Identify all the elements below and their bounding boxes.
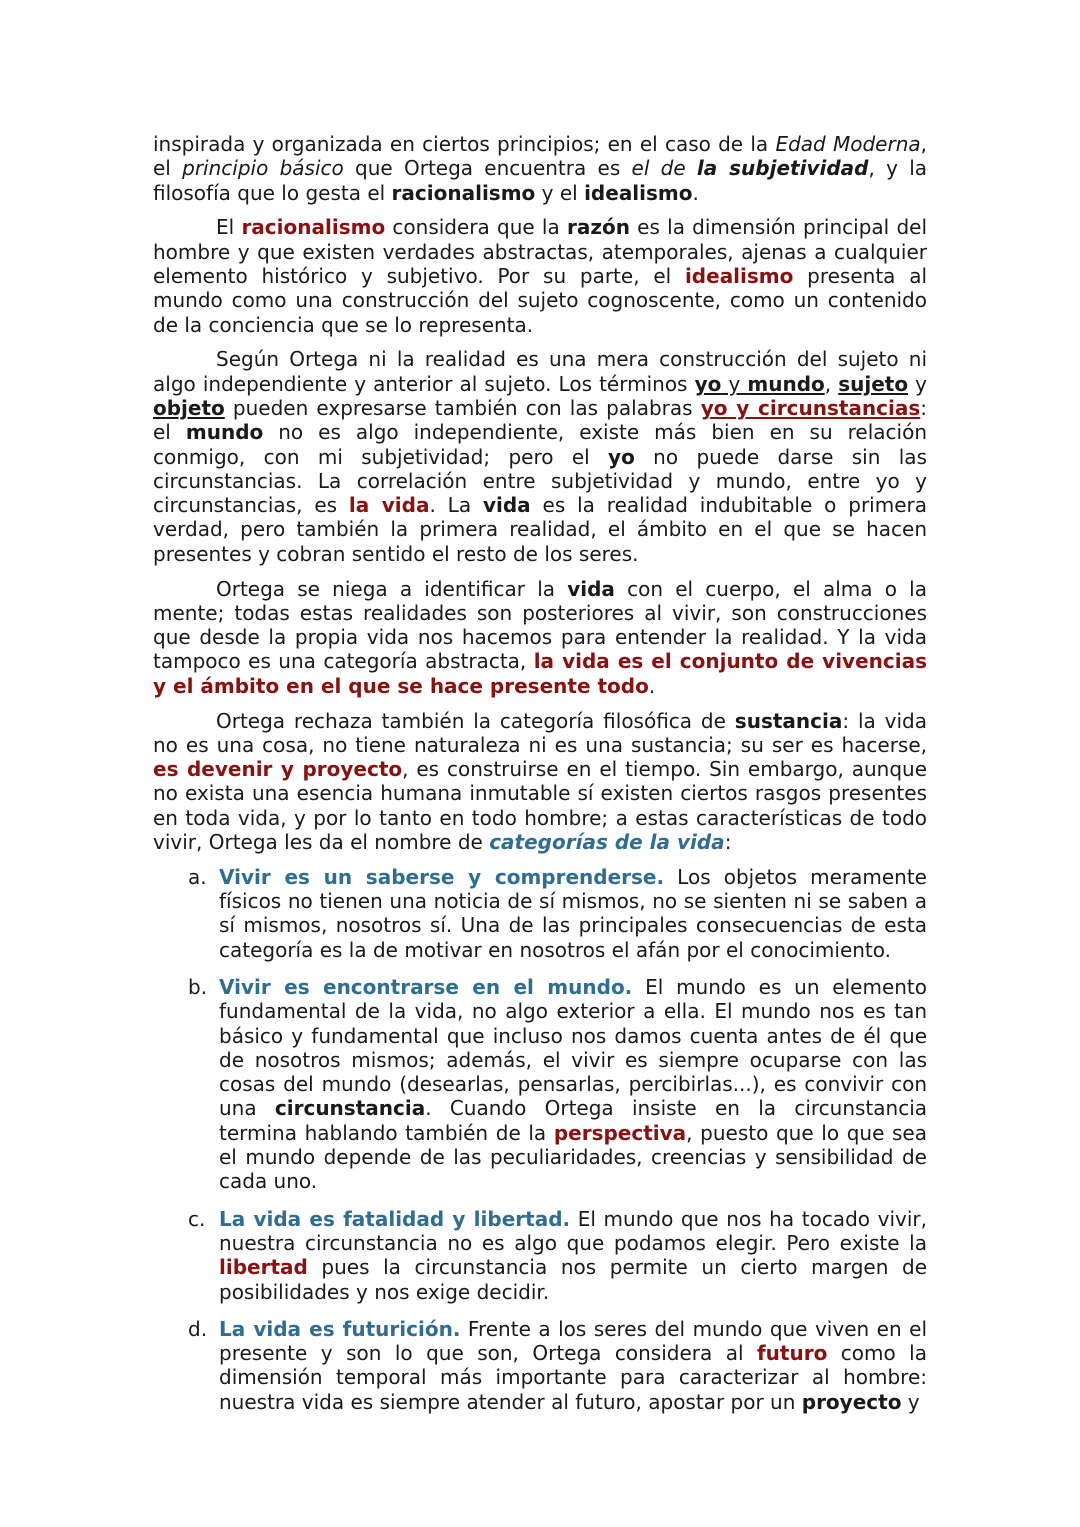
text: . (692, 180, 699, 205)
term-subjetividad: la subjetividad (696, 156, 869, 181)
definition-vida: la vida es el conjunto de vivencias y el ámbito en el que se hace presente todo (153, 649, 928, 698)
text: no es algo independiente, existe más bien en su relación conmigo, con mi subjetividad; pero el (153, 420, 928, 469)
term-idealismo: idealismo (584, 180, 693, 205)
term-mundo: mundo (747, 371, 825, 396)
paragraph-sustancia (153, 709, 927, 855)
text: , y la filosofía que lo gesta el (153, 156, 928, 205)
term-yo-bold: yo (608, 444, 635, 469)
term-sustancia: sustancia (734, 708, 843, 733)
text: El mundo que nos ha tocado vivir, nuestra circunstancia no es algo que podamos elegir. Pero existe la (219, 1206, 927, 1255)
list-item (153, 1207, 927, 1304)
text-italic: el de (631, 156, 697, 181)
category-title: Vivir es encontrarse en el mundo. (219, 975, 633, 999)
text: Los objetos meramente físicos no tienen una noticia de sí mismos, no se sienten ni se saben a sí mismos, nosotros sí. Una de las principales consecuencias de esta categoría es la de motivar en nosotros el afán por el conocimiento. (219, 864, 927, 962)
term-categorias-vida: categorías de la vida (489, 830, 725, 855)
paragraph-racionalismo (153, 215, 927, 336)
term-objeto: objeto (153, 395, 225, 420)
term-vida: vida (567, 576, 615, 601)
text: y el (535, 180, 585, 205)
term-perspectiva: perspectiva (553, 1120, 687, 1145)
text: El (216, 215, 242, 240)
text: y (908, 371, 928, 396)
text: , es construirse en el tiempo. Sin embargo, aunque no exista una esencia humana inmutable sí existen ciertos rasgos presentes en toda vida, y por lo tanto en todo hombre; a estas características de todo vivir, Ortega les da el nombre de (153, 757, 927, 855)
category-title: Vivir es un saberse y comprenderse. (219, 864, 665, 889)
text: Frente a los seres del mundo que viven en el presente y son lo que son, Ortega considera al (219, 1316, 927, 1366)
term-proyecto: proyecto (801, 1389, 902, 1414)
text: presenta al mundo como una construcción del sujeto cognoscente, como un contenido de la conciencia que se lo representa. (153, 263, 928, 337)
text: . La (429, 493, 483, 518)
text: Ortega rechaza también la categoría filosófica de (216, 708, 735, 733)
term-racionalismo: racionalismo (391, 180, 536, 205)
text: pues la circunstancia nos permite un cierto margen de posibilidades y nos exige decidir. (219, 1255, 927, 1304)
term-edad-moderna: Edad Moderna (775, 132, 921, 156)
term-razon: razón (566, 215, 630, 240)
term-la-vida: la vida (348, 493, 430, 518)
list-marker: d. (188, 1316, 208, 1341)
text: : la vida no es una cosa, no tiene naturaleza ni es una sustancia; su ser es hacerse, (153, 708, 927, 757)
category-title: La vida es fatalidad y libertad. (219, 1206, 571, 1231)
text: : (724, 830, 732, 855)
term-yo: yo (694, 371, 722, 396)
list-marker: b. (188, 975, 208, 999)
term-vida: vida (482, 493, 531, 518)
term-idealismo: idealismo (684, 263, 794, 288)
paragraph-yo-circunstancia (153, 347, 927, 566)
text: que Ortega encuentra es (343, 156, 632, 181)
term-libertad: libertad (219, 1255, 308, 1280)
term-sujeto: sujeto (838, 371, 909, 396)
text: , puesto que lo que sea el mundo depende de las peculiaridades, creencias y sensibilidad de cada uno. (219, 1120, 927, 1194)
document-page (153, 132, 927, 1427)
text: y (727, 395, 759, 420)
paragraph-vida (153, 577, 927, 698)
list-marker: c. (188, 1206, 206, 1231)
term-racionalismo: racionalismo (241, 215, 386, 240)
paragraph-intro (153, 132, 927, 205)
text: Ortega se niega a identificar la (216, 576, 568, 601)
text: . (648, 673, 656, 698)
text: con el cuerpo, el alma o la mente; todas estas realidades son posteriores al vivir, son construcciones que desde la propia vida nos hacemos para entender la realidad. Y la vida tampoco es una categoría abstracta, (153, 576, 927, 674)
text: pueden expresarse también con las palabras (224, 395, 701, 420)
text: no puede darse sin las circunstancias. La correlación entre subjetividad y mundo, entre yo y circunstancias, es (153, 444, 927, 518)
categories-list (153, 865, 927, 1414)
text: es la realidad indubitable o primera verdad, pero también la primera realidad, el ámbito en el que se hacen presentes y cobran sentido el resto de los seres. (153, 493, 927, 566)
text: considera que la (385, 215, 567, 240)
text: inspirada y organizada en ciertos principios; en el caso de la (153, 132, 776, 156)
text: . Cuando Ortega insiste en la circunstancia termina hablando también de la (219, 1096, 928, 1145)
text: , el (153, 132, 927, 181)
term-yo-red: yo (700, 395, 728, 420)
list-item (153, 1317, 927, 1414)
term-circunstancias: circunstancias (758, 395, 921, 420)
list-item (153, 975, 927, 1194)
term-mundo-bold: mundo (185, 420, 264, 445)
term-futuro: futuro (756, 1341, 828, 1366)
text: Según Ortega ni la realidad es una mera construcción del sujeto ni algo independiente y anterior al sujeto. Los términos (153, 347, 927, 396)
list-item (153, 865, 927, 962)
text: : el (153, 395, 928, 445)
term-circunstancia: circunstancia (274, 1096, 426, 1121)
list-marker: a. (188, 864, 207, 889)
term-devenir-proyecto: es devenir y proyecto (153, 757, 403, 782)
term-principio-basico: principio básico (182, 156, 344, 181)
category-title: La vida es futurición. (219, 1316, 461, 1341)
text: como la dimensión temporal más importante para caracterizar al hombre: nuestra vida es siempre atender al futuro, apostar por un (219, 1341, 927, 1414)
text: y (721, 371, 748, 396)
text: y (901, 1389, 920, 1414)
text: es la dimensión principal del hombre y que existen verdades abstractas, atemporales, ajenas a cualquier elemento histórico y subjetivo. Por su parte, el (153, 215, 928, 288)
text: El mundo es un elemento fundamental de la vida, no algo exterior a ella. El mundo nos es tan básico y fundamental que incluso nos damos cuenta antes de él que de nosotros mismos; además, el vivir es siempre ocuparse con las cosas del mundo (desearlas, pensarlas, percibirlas...), es convivir con una (219, 975, 928, 1121)
text: , (824, 371, 839, 396)
